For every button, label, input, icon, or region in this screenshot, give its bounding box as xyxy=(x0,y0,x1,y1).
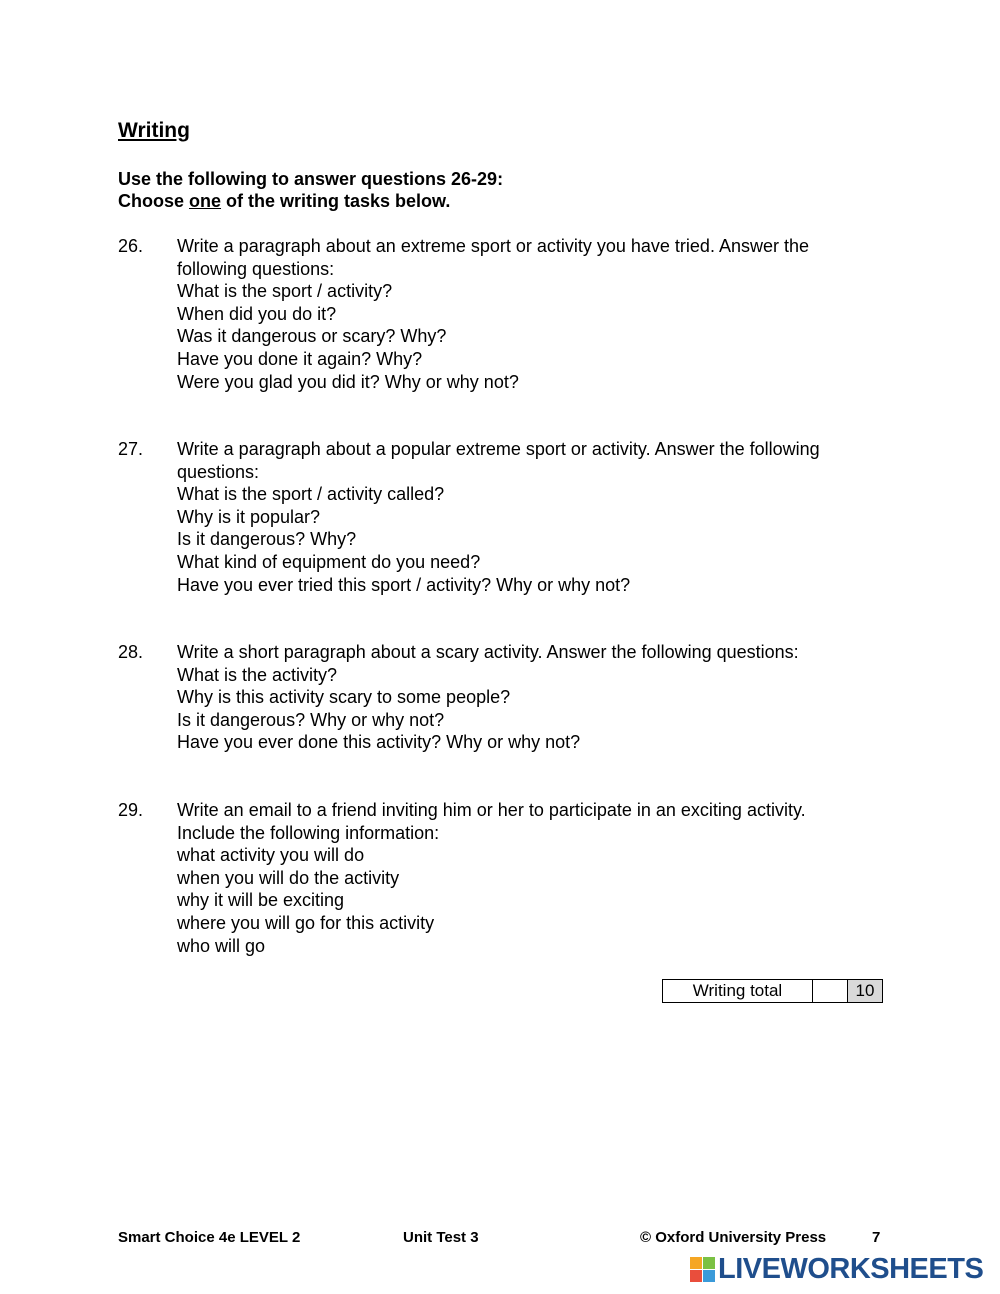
question-line: why it will be exciting xyxy=(177,890,345,911)
question-line: Write an email to a friend inviting him or her to participate in an exciting activity. xyxy=(177,800,806,820)
instructions-underlined-word: one xyxy=(189,191,222,211)
question-line: What kind of equipment do you need? xyxy=(177,551,481,572)
logo-square-icon xyxy=(690,1270,702,1282)
instructions-line-2 xyxy=(118,190,503,212)
question-number: 26. xyxy=(118,236,144,256)
question-line: What is the sport / activity called? xyxy=(177,484,445,505)
question-line: Include the following information: xyxy=(177,822,440,843)
section-title: Writing xyxy=(118,119,190,142)
question-line: Is it dangerous? Why or why not? xyxy=(177,709,445,730)
question-29 xyxy=(118,799,898,957)
question-line: Is it dangerous? Why? xyxy=(177,529,357,550)
instructions xyxy=(118,168,503,212)
writing-total-score-field[interactable] xyxy=(813,980,848,1003)
question-body xyxy=(177,235,898,393)
question-number: 29. xyxy=(118,800,144,820)
question-27 xyxy=(118,438,898,596)
question-line: questions: xyxy=(177,461,260,482)
question-line: Write a paragraph about an extreme sport or activity you have tried. Answer the xyxy=(177,236,809,256)
writing-total-max: 10 xyxy=(848,980,883,1003)
instructions-line-2-post: of the writing tasks below. xyxy=(221,191,451,211)
question-line: Why is it popular? xyxy=(177,506,321,527)
question-line: Write a short paragraph about a scary activity. Answer the following questions: xyxy=(177,642,799,662)
question-line: Was it dangerous or scary? Why? xyxy=(177,326,447,347)
footer-page-number: 7 xyxy=(872,1229,881,1246)
question-number: 28. xyxy=(118,642,144,662)
question-line: when you will do the activity xyxy=(177,867,400,888)
footer-book-title: Smart Choice 4e LEVEL 2 xyxy=(118,1229,301,1246)
question-line: Why is this activity scary to some people? xyxy=(177,687,511,708)
question-line: who will go xyxy=(177,935,266,956)
question-28 xyxy=(118,641,898,754)
question-body xyxy=(177,438,898,596)
question-line: What is the sport / activity? xyxy=(177,281,393,302)
question-line: Have you done it again? Why? xyxy=(177,348,423,369)
question-line: Write a paragraph about a popular extreme sport or activity. Answer the following xyxy=(177,439,820,459)
footer-test-name: Unit Test 3 xyxy=(403,1229,479,1246)
question-body xyxy=(177,641,898,754)
question-number: 27. xyxy=(118,439,144,459)
question-26 xyxy=(118,235,898,393)
question-line: following questions: xyxy=(177,258,335,279)
writing-total-table xyxy=(662,979,883,1003)
instructions-line-1: Use the following to answer questions 26-29: xyxy=(118,169,504,189)
question-line: Were you glad you did it? Why or why not? xyxy=(177,371,519,392)
question-body xyxy=(177,799,898,957)
question-line: where you will go for this activity xyxy=(177,912,435,933)
instructions-line-2-pre: Choose xyxy=(118,191,190,211)
question-line: Have you ever tried this sport / activity? Why or why not? xyxy=(177,574,631,595)
liveworksheets-icon xyxy=(690,1257,715,1282)
logo-square-icon xyxy=(703,1257,715,1269)
logo-square-icon xyxy=(703,1270,715,1282)
liveworksheets-wordmark: LIVEWORKSHEETS xyxy=(718,1252,984,1285)
question-line: Have you ever done this activity? Why or why not? xyxy=(177,732,581,753)
question-line: When did you do it? xyxy=(177,303,337,324)
question-line: what activity you will do xyxy=(177,845,365,866)
liveworksheets-logo xyxy=(690,1254,983,1284)
logo-square-icon xyxy=(690,1257,702,1269)
footer-copyright: © Oxford University Press xyxy=(640,1229,827,1246)
writing-total-label: Writing total xyxy=(663,980,813,1003)
question-line: What is the activity? xyxy=(177,664,338,685)
